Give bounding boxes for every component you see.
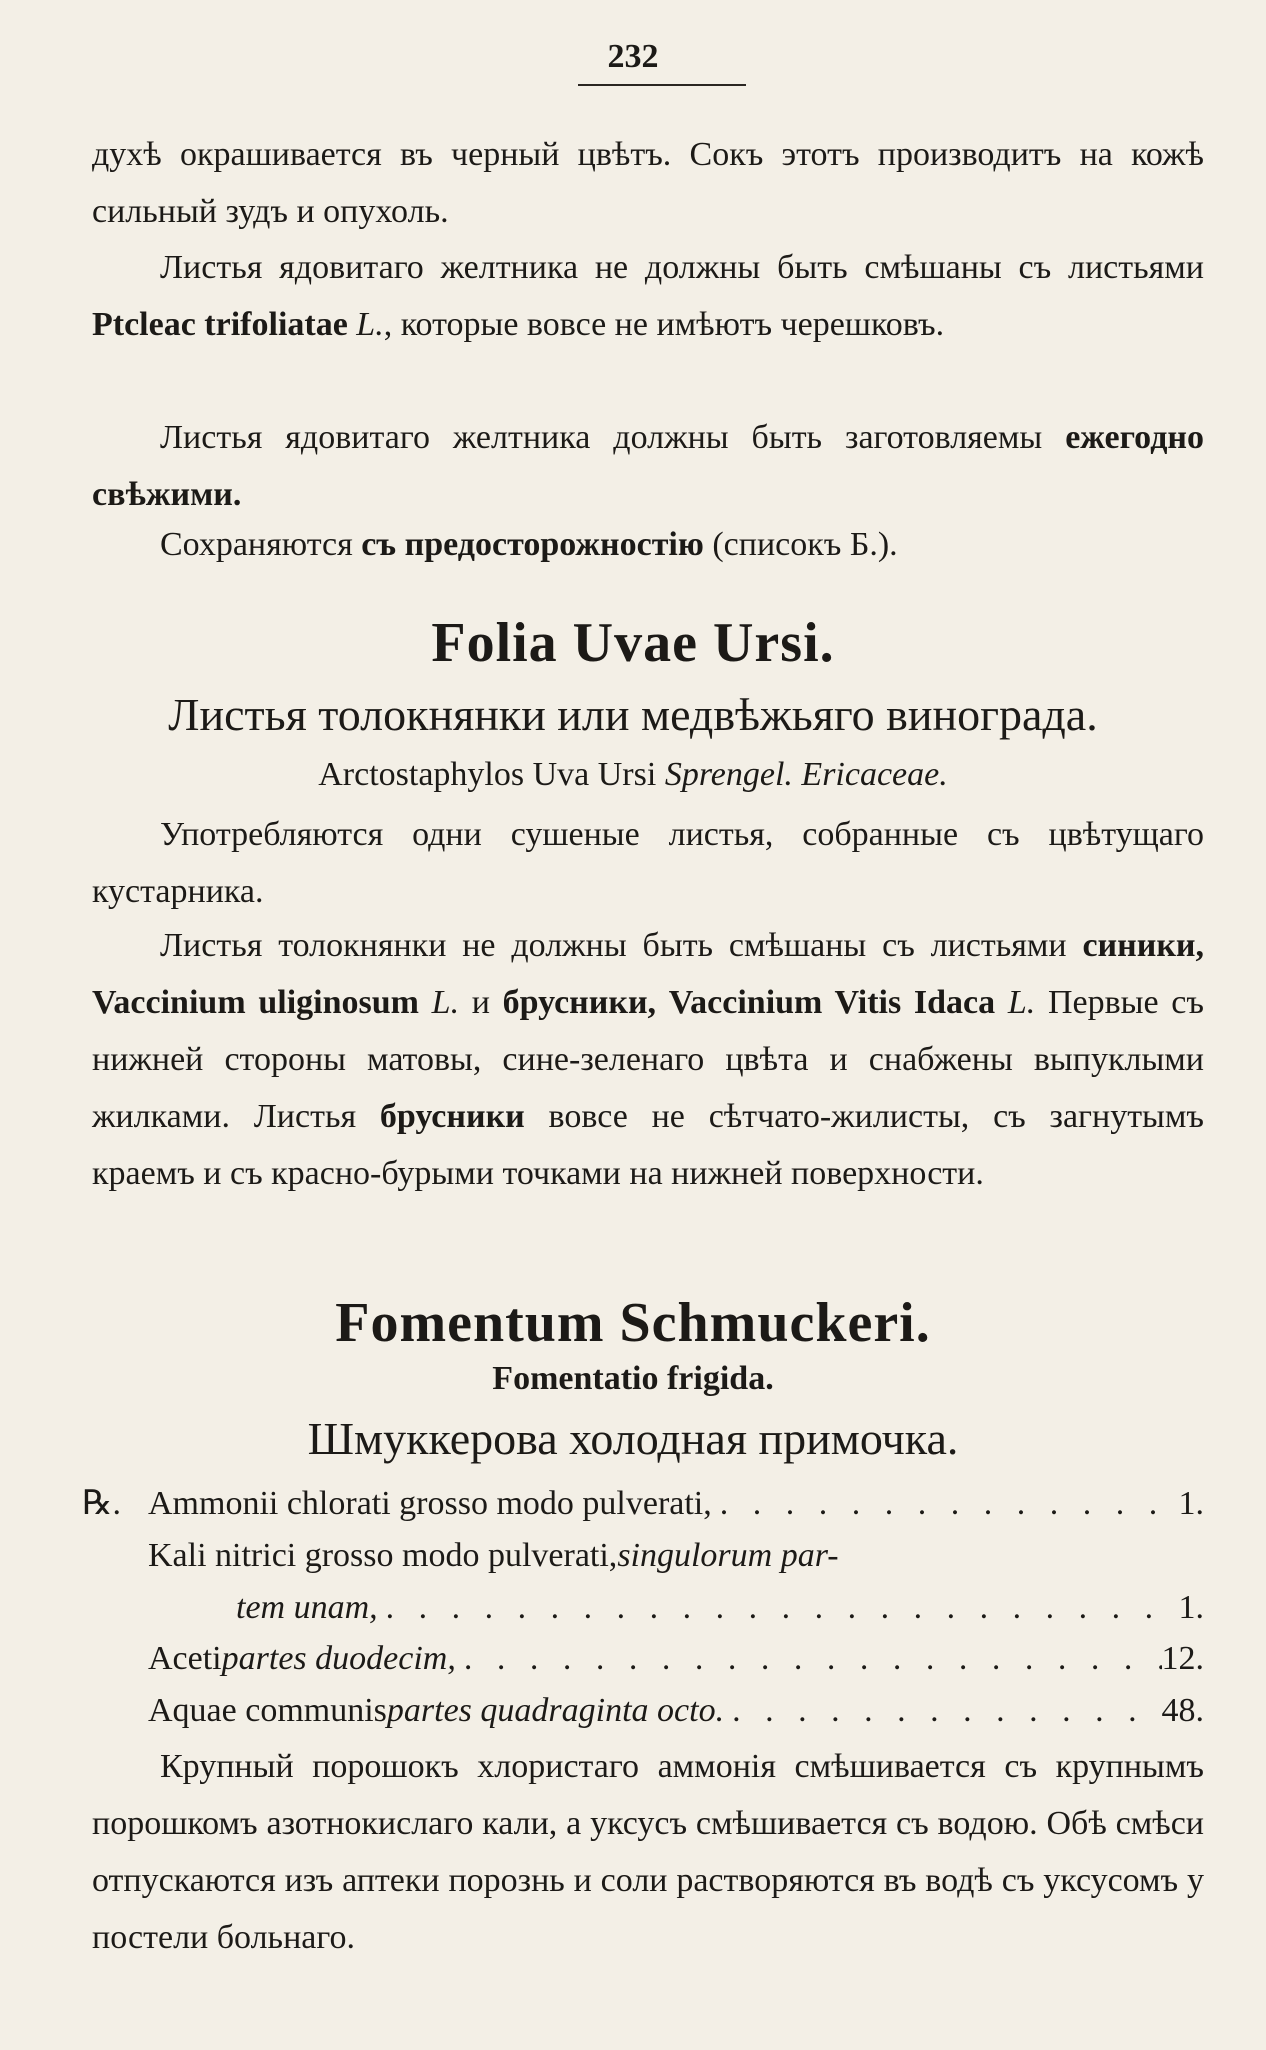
- leader-dots: [724, 1686, 1161, 1736]
- leader-dots: [456, 1634, 1162, 1684]
- heading-russian-fomentum: Шмуккерова холодная примочка.: [307, 1413, 959, 1464]
- heading-folia-uvae-ursi: Folia Uvae Ursi.: [431, 612, 835, 674]
- paragraph-usage: Употребляются одни сушеные листья, собранные съ цвѣтущаго кустарника.: [92, 816, 1204, 910]
- leader-dots: [378, 1583, 1164, 1633]
- paragraph-annual-harvest: Листья ядовитаго желтника должны быть заготовляемы ежегодно свѣжими.: [92, 419, 1204, 513]
- recipe-line: Aceti partes duodecim, . . . 12.: [82, 1634, 1204, 1684]
- paragraph-storage: Сохраняются съ предосторожностію (списокъ Б.).: [160, 526, 898, 563]
- recipe-symbol: ℞.: [82, 1485, 121, 1522]
- heading-fomentum-schmuckeri: Fomentum Schmuckeri.: [335, 1292, 931, 1354]
- paragraph-continuation: духѣ окрашивается въ черный цвѣтъ. Сокъ этотъ производитъ на кожѣ сильный зудъ и опухоль.: [92, 136, 1204, 230]
- leader-dots: [712, 1479, 1164, 1529]
- page-number-rule: [578, 84, 746, 86]
- paragraph-adulterants: Листья толокнянки не должны быть смѣшаны съ листьями синики, Vaccinium uliginosum L. и брусники, Vaccinium Vitis Idaca L. Первые съ нижней стороны матовы, сине-зеленаго цвѣта и снабжены выпуклыми жилками. Листья брусники вовсе не сѣтчато-жилисты, съ загнутымъ краемъ и съ красно-бурыми точками на нижней поверхности.: [92, 927, 1204, 1192]
- paragraph-ptelea-note: Листья ядовитаго желтника не должны быть смѣшаны съ листьями Ptcleac trifoliatae L., которые вовсе не имѣютъ черешковъ.: [92, 249, 1204, 343]
- recipe-line: tem unam, . . . 1.: [82, 1583, 1204, 1633]
- recipe-line: ℞. Ammonii chlorati grosso modo pulverati, . . . 1.: [82, 1479, 1204, 1529]
- heading-russian-name: Листья толокнянки или медвѣжьяго винограда.: [168, 689, 1098, 740]
- recipe-line: Aquae communis partes quadraginta octo. . . . 48.: [82, 1686, 1204, 1736]
- subtitle-fomentatio: Fomentatio frigida.: [492, 1360, 774, 1397]
- page-number: 232: [607, 38, 659, 75]
- paragraph-preparation: Крупный порошокъ хлористаго аммонія смѣшивается съ крупнымъ порошкомъ азотнокислаго кали, а уксусъ смѣшивается съ водою. Обѣ смѣси отпускаются изъ аптеки порознь и соли растворяются въ водѣ съ уксусомъ у постели больнаго.: [92, 1748, 1204, 1956]
- botanical-subtitle: Arctostaphylos Uva Ursi Sprengel. Ericaceae.: [318, 756, 948, 793]
- recipe-line: Kali nitrici grosso modo pulverati, singulorum par-: [148, 1537, 839, 1574]
